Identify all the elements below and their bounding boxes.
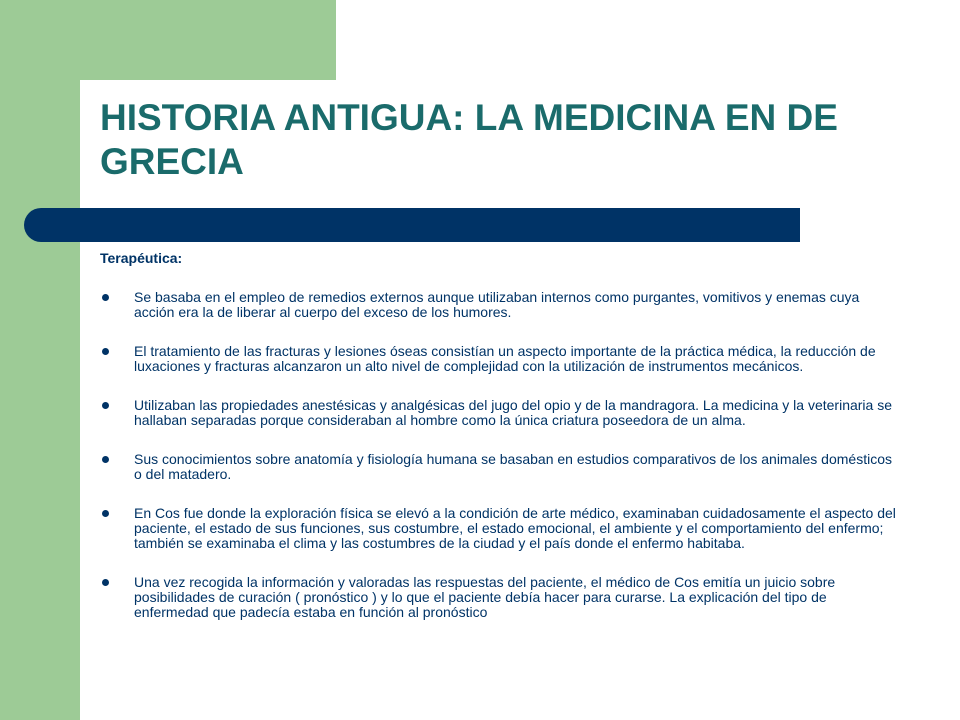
bullet-text: Se basaba en el empleo de remedios externos aunque utilizaban internos como purgantes, vomitivos y enemas cuya acción era la de liberar al cuerpo del exceso de los humores. bbox=[134, 289, 860, 320]
top-green-block bbox=[80, 0, 336, 80]
bullet-text: Una vez recogida la información y valoradas las respuestas del paciente, el médico de Cos emitía un juicio sobre posibilidades de curación ( pronóstico ) y lo que el paciente debía hacer para curarse. La explicación del tipo de enfermedad que padecía estaba en función al pronóstico bbox=[134, 574, 836, 620]
title-underline-bar bbox=[24, 208, 800, 242]
bullet-text: Sus conocimientos sobre anatomía y fisiología humana se basaban en estudios comparativos de los animales domésticos o del matadero. bbox=[134, 451, 892, 482]
list-item bbox=[100, 290, 900, 320]
bullet-icon bbox=[102, 402, 109, 409]
bullet-text: En Cos fue donde la exploración física se elevó a la condición de arte médico, examinaban cuidadosamente el aspecto del paciente, el estado de sus funciones, sus costumbre, el estado emocional, el ambiente y el comportamiento del enfermo; también se examinaba el clima y las costumbres de la ciudad y el país donde el enfermo habitaba. bbox=[134, 505, 896, 551]
bullet-icon bbox=[102, 456, 109, 463]
bullet-icon bbox=[102, 510, 109, 517]
slide-title: HISTORIA ANTIGUA: LA MEDICINA EN DE GRECIA bbox=[100, 97, 838, 182]
bullet-icon bbox=[102, 294, 109, 301]
list-item bbox=[100, 344, 900, 374]
left-green-panel bbox=[0, 0, 80, 720]
bullet-list bbox=[100, 290, 900, 644]
bullet-text: Utilizaban las propiedades anestésicas y analgésicas del jugo del opio y de la mandragora. La medicina y la veterinaria se hallaban separadas porque consideraban al hombre como la única criatura poseedora de un alma. bbox=[134, 397, 893, 428]
list-item bbox=[100, 452, 900, 482]
list-item bbox=[100, 398, 900, 428]
bullet-icon bbox=[102, 348, 109, 355]
list-item bbox=[100, 506, 900, 551]
bullet-icon bbox=[102, 579, 109, 586]
section-subtitle: Terapéutica: bbox=[100, 250, 183, 266]
bullet-text: El tratamiento de las fracturas y lesiones óseas consistían un aspecto importante de la práctica médica, la reducción de luxaciones y fracturas alcanzaron un alto nivel de complejidad con la utilización de instrumentos mecánicos. bbox=[134, 343, 876, 374]
list-item bbox=[100, 575, 900, 620]
